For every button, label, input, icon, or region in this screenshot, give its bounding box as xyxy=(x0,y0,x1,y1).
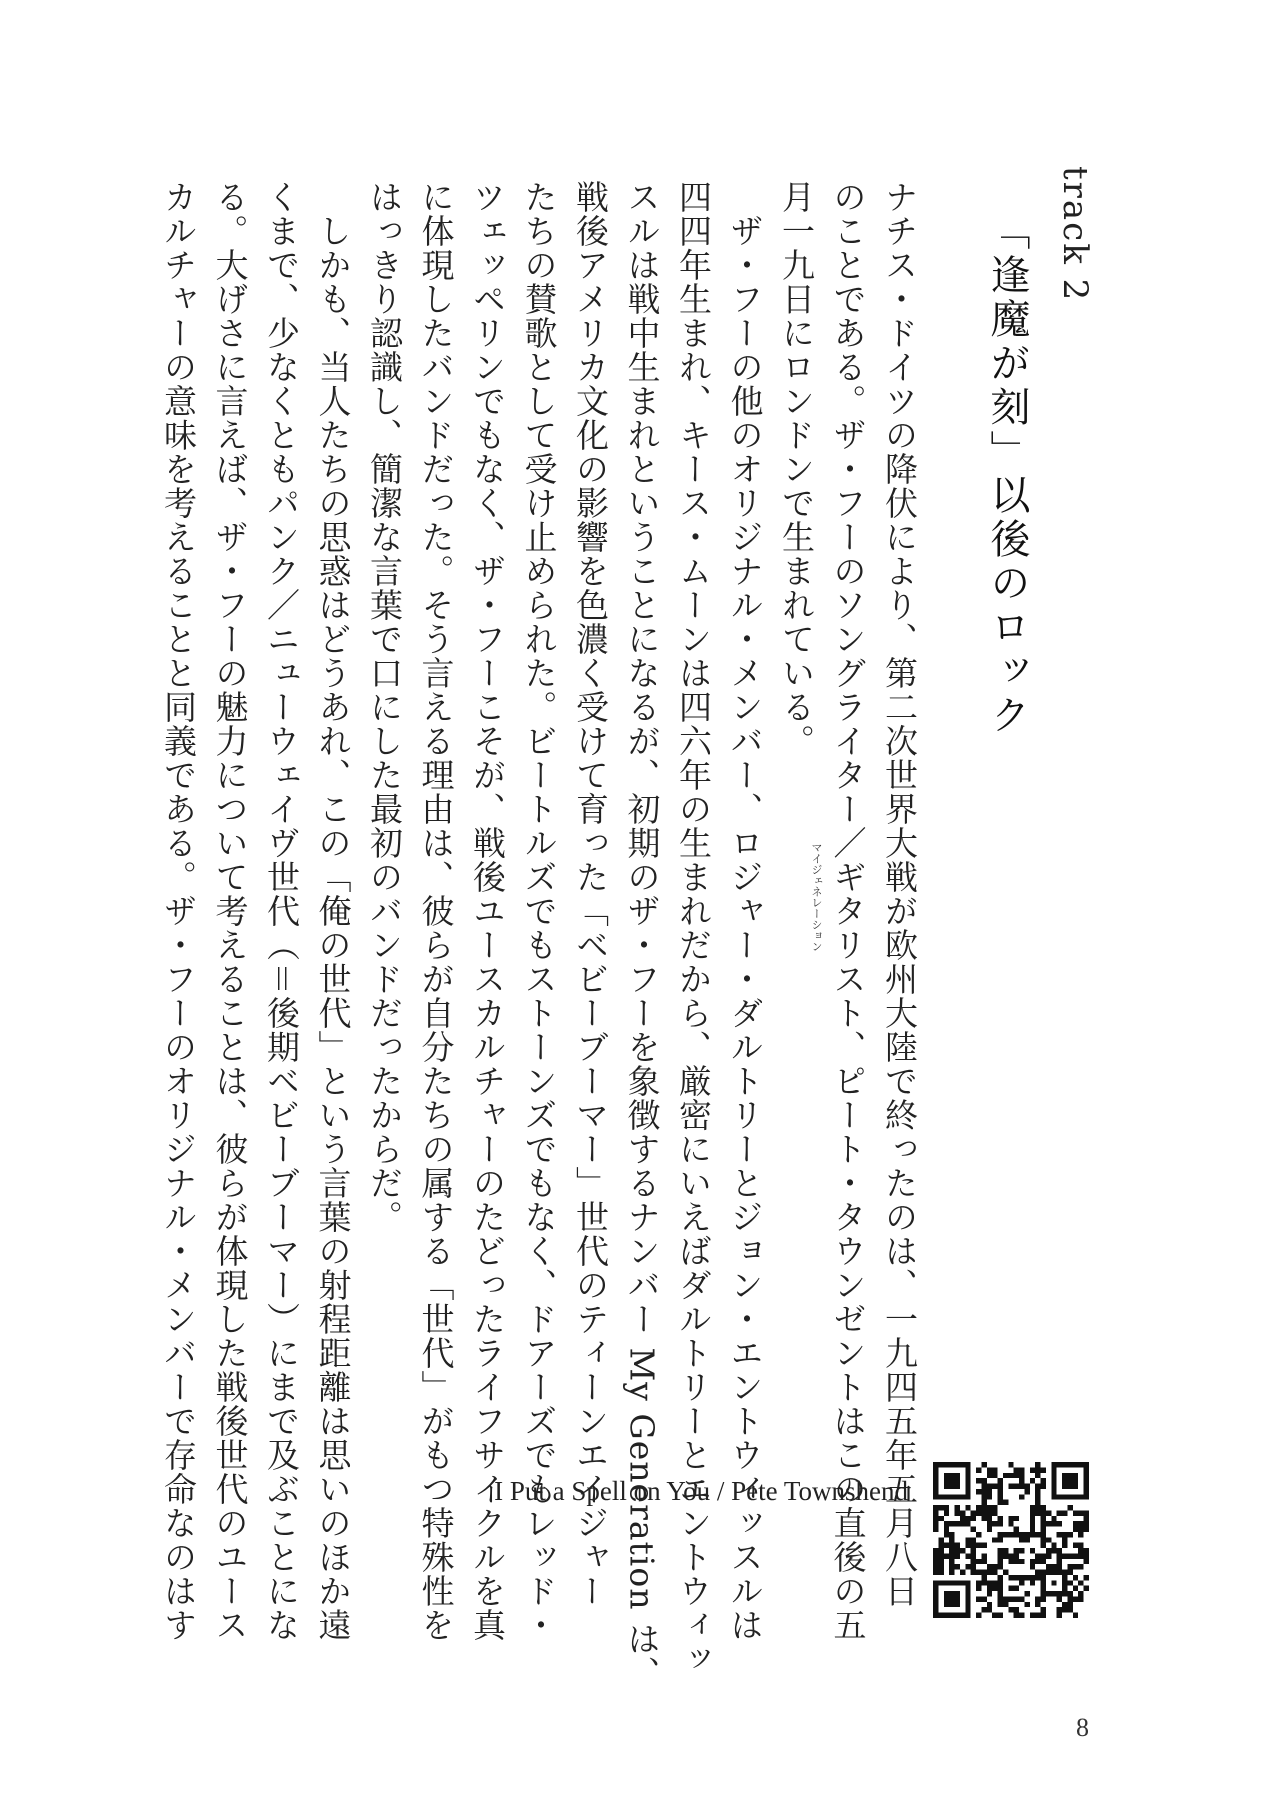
body-line: 月一九日にロンドンで生まれている。 xyxy=(777,180,816,758)
chapter-title: 「逢魔が刻」以後のロック xyxy=(984,210,1030,738)
body-line: カルチャーの意味を考えることと同義である。ザ・フーのオリジナル・メンバーで存命なのはす xyxy=(159,180,198,1642)
song-caption: I Put a Spell on You / Pete Townshend xyxy=(494,1476,908,1506)
body-line: ツェッペリンでもなく、ザ・フーこそが、戦後ユースカルチャーのたどったライフサイクルを真 xyxy=(468,180,507,1642)
body-line: 戦後アメリカ文化の影響を色濃く受けて育った「ベビーブーマー」世代のティーンエイジャー xyxy=(571,180,610,1608)
body-line: のことである。ザ・フーのソングライター／ギタリスト、ピート・タウンゼントはこの直後の五 xyxy=(828,180,868,1642)
body-line: ザ・フーの他のオリジナル・メンバー、ロジャー・ダルトリーとジョン・エントウィッスルは xyxy=(725,180,765,1642)
body-line: たちの賛歌として受け止められた。ビートルズでもストーンズでもなく、ドアーズでもレッド・ xyxy=(519,180,559,1642)
body-line: る。大げさに言えば、ザ・フーの魅力について考えることは、彼らが体現した戦後世代のユース xyxy=(210,180,250,1642)
body-line: ナチス・ドイツの降伏により、第二次世界大戦が欧州大陸で終ったのは、一九四五年五月八日 xyxy=(880,180,919,1608)
ruby-annotation: マイジェネレーション xyxy=(810,842,823,952)
body-line: はっきり認識し、簡潔な言葉で口にした最初のバンドだったからだ。 xyxy=(365,180,404,1234)
qr-code-icon[interactable] xyxy=(933,1462,1089,1618)
body-line: スルは戦中生まれということになるが、初期のザ・フーを象徴するナンバー My Generation は、 xyxy=(622,180,662,1690)
page-number: 8 xyxy=(1076,1713,1089,1742)
body-line: に体現したバンドだった。そう言える理由は、彼らが自分たちの属する「世代」がもつ特殊性を xyxy=(416,180,456,1642)
track-label: track 2 xyxy=(1055,166,1095,303)
body-line: 四四年生まれ、キース・ムーンは四六年の生まれだから、厳密にいえばダルトリーとエントウィッ xyxy=(674,180,713,1676)
body-line: しかも、当人たちの思惑はどうあれ、この「俺の世代」という言葉の射程距離は思いのほか遠 xyxy=(313,180,353,1642)
body-line: くまで、少なくともパンク／ニューウェイヴ世代（＝後期ベビーブーマー）にまで及ぶことにな xyxy=(262,180,301,1642)
